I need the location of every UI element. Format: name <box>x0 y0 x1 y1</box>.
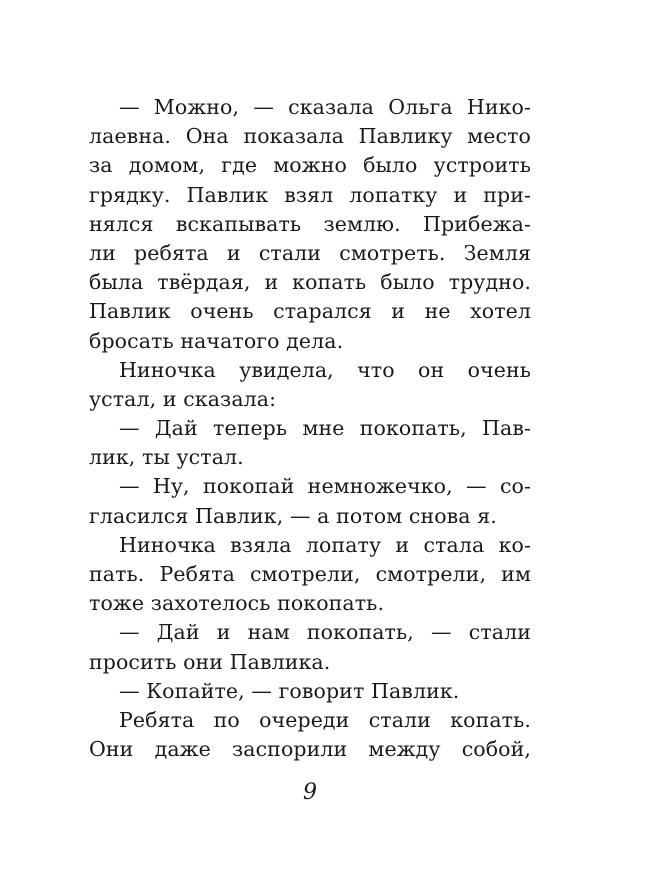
text-line: — Можно, — сказала Ольга Нико- <box>119 95 531 119</box>
text-line: бросать начатого дела. <box>89 328 344 353</box>
text-line: лик, ты устал. <box>89 445 244 470</box>
page-number: 9 <box>303 780 317 805</box>
text-line: просить они Павлика. <box>89 649 331 674</box>
text-line: была твёрдая, и копать было трудно. <box>89 270 531 295</box>
text-line: тоже захотелось покопать. <box>89 591 385 616</box>
text-line: — Копайте, — говорит Павлик. <box>119 678 460 703</box>
text-line: гласился Павлик, — а потом снова я. <box>89 503 497 528</box>
text-line: Ниночка увидела, что он очень <box>119 357 531 382</box>
text-line: грядку. Павлик взял лопатку и при- <box>89 182 531 207</box>
text-line: — Дай теперь мне покопать, Пав- <box>119 416 531 441</box>
text-line: — Ну, покопай немножечко, — со- <box>119 474 531 499</box>
text-line: пать. Ребята смотрели, смотрели, им <box>89 562 531 586</box>
text-line: устал, и сказала: <box>89 386 277 411</box>
text-line: — Дай и нам покопать, — стали <box>119 620 531 645</box>
text-line: Они даже заспорили между собой, <box>89 737 531 762</box>
body-text <box>89 93 531 764</box>
text-line: лаевна. Она показала Павлику место <box>89 124 531 149</box>
text-line: за домом, где можно было устроить <box>89 153 531 178</box>
text-line: Павлик очень старался и не хотел <box>89 299 531 324</box>
text-line: Ниночка взяла лопату и стала ко- <box>119 532 531 557</box>
text-line: ли ребята и стали смотреть. Земля <box>89 240 531 265</box>
text-line: нялся вскапывать землю. Прибежа- <box>89 211 531 236</box>
text-line: Ребята по очереди стали копать. <box>119 707 531 732</box>
